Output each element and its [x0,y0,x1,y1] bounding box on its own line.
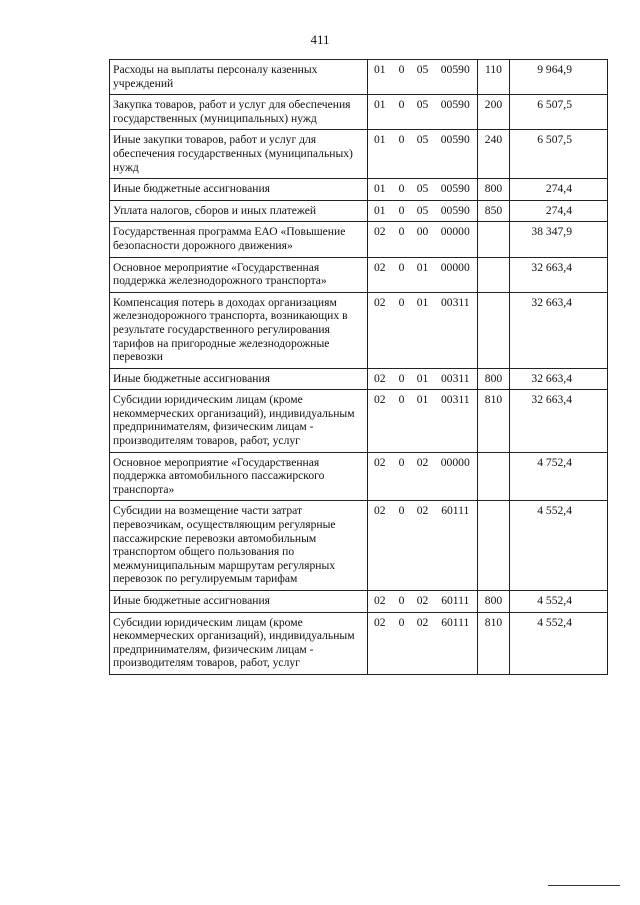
program-code-cell: 02 [368,368,392,390]
table-row [110,501,608,591]
row-name-cell: Закупка товаров, работ и услуг для обеспечения государственных (муниципальных) нужд [110,95,368,130]
page-number: 411 [310,32,330,47]
amount-cell: 6 507,5 [510,95,608,130]
table-row [110,130,608,179]
direction-code-cell: 00311 [434,368,478,390]
row-name-cell: Иные закупки товаров, работ и услуг для обеспечения государственных (муниципальных) нужд [110,130,368,179]
row-name-cell: Субсидии юридическим лицам (кроме некоммерческих организаций), индивидуальным предпринимателям, физическим лицам - производителям товаров, работ, услуг [110,390,368,452]
direction-code-cell: 00311 [434,390,478,452]
table-row [110,222,608,257]
subprogram-code-cell: 0 [392,95,412,130]
footer-rule [548,885,620,886]
activity-code-cell: 02 [412,452,434,501]
program-code-cell: 02 [368,292,392,368]
amount-cell: 274,4 [510,179,608,201]
row-name-cell: Иные бюджетные ассигнования [110,591,368,613]
activity-code-cell: 01 [412,292,434,368]
subprogram-code-cell: 0 [392,591,412,613]
row-name-cell: Субсидии на возмещение части затрат перевозчикам, осуществляющим регулярные пассажирские перевозки автомобильным транспортом общего пользования по межмуниципальным маршрутам регулярных перевозок по регулируемым тарифам [110,501,368,591]
direction-code-cell: 00590 [434,60,478,95]
amount-cell: 274,4 [510,200,608,222]
program-code-cell: 01 [368,60,392,95]
activity-code-cell: 02 [412,501,434,591]
table-row [110,200,608,222]
subprogram-code-cell: 0 [392,130,412,179]
row-name-cell: Основное мероприятие «Государственная поддержка автомобильного пассажирского транспорта» [110,452,368,501]
table-row [110,95,608,130]
activity-code-cell: 05 [412,130,434,179]
expense-type-cell [478,222,510,257]
table-row [110,257,608,292]
subprogram-code-cell: 0 [392,612,412,674]
direction-code-cell: 00000 [434,452,478,501]
activity-code-cell: 02 [412,591,434,613]
expense-type-cell: 200 [478,95,510,130]
table-row [110,591,608,613]
expense-type-cell: 240 [478,130,510,179]
direction-code-cell: 00000 [434,222,478,257]
expense-type-cell [478,257,510,292]
subprogram-code-cell: 0 [392,200,412,222]
amount-cell: 4 752,4 [510,452,608,501]
table-row [110,390,608,452]
table-row [110,292,608,368]
expense-type-cell: 810 [478,612,510,674]
program-code-cell: 01 [368,130,392,179]
program-code-cell: 02 [368,612,392,674]
row-name-cell: Расходы на выплаты персоналу казенных учреждений [110,60,368,95]
direction-code-cell: 60111 [434,501,478,591]
expense-type-cell: 800 [478,591,510,613]
amount-cell: 4 552,4 [510,612,608,674]
amount-cell: 32 663,4 [510,390,608,452]
program-code-cell: 02 [368,222,392,257]
table-row [110,612,608,674]
row-name-cell: Иные бюджетные ассигнования [110,368,368,390]
row-name-cell: Иные бюджетные ассигнования [110,179,368,201]
activity-code-cell: 02 [412,612,434,674]
activity-code-cell: 05 [412,179,434,201]
subprogram-code-cell: 0 [392,222,412,257]
subprogram-code-cell: 0 [392,179,412,201]
amount-cell: 32 663,4 [510,292,608,368]
row-name-cell: Субсидии юридическим лицам (кроме некоммерческих организаций), индивидуальным предпринимателям, физическим лицам - производителям товаров, работ, услуг [110,612,368,674]
direction-code-cell: 00590 [434,200,478,222]
expense-type-cell [478,452,510,501]
budget-table [109,59,608,675]
expense-type-cell: 850 [478,200,510,222]
subprogram-code-cell: 0 [392,292,412,368]
table-row [110,452,608,501]
program-code-cell: 02 [368,591,392,613]
expense-type-cell: 800 [478,368,510,390]
program-code-cell: 02 [368,452,392,501]
subprogram-code-cell: 0 [392,452,412,501]
subprogram-code-cell: 0 [392,390,412,452]
expense-type-cell [478,501,510,591]
table-row [110,368,608,390]
activity-code-cell: 05 [412,60,434,95]
amount-cell: 32 663,4 [510,368,608,390]
row-name-cell: Государственная программа ЕАО «Повышение безопасности дорожного движения» [110,222,368,257]
expense-type-cell: 110 [478,60,510,95]
direction-code-cell: 00000 [434,257,478,292]
amount-cell: 9 964,9 [510,60,608,95]
amount-cell: 6 507,5 [510,130,608,179]
activity-code-cell: 01 [412,257,434,292]
row-name-cell: Компенсация потерь в доходах организациям железнодорожного транспорта, возникающих в результате государственного регулирования тарифов на пригородные железнодорожные перевозки [110,292,368,368]
expense-type-cell [478,292,510,368]
direction-code-cell: 00311 [434,292,478,368]
program-code-cell: 02 [368,257,392,292]
amount-cell: 4 552,4 [510,501,608,591]
amount-cell: 38 347,9 [510,222,608,257]
budget-table-body [110,60,608,675]
direction-code-cell: 00590 [434,95,478,130]
subprogram-code-cell: 0 [392,501,412,591]
table-row [110,60,608,95]
row-name-cell: Уплата налогов, сборов и иных платежей [110,200,368,222]
activity-code-cell: 00 [412,222,434,257]
row-name-cell: Основное мероприятие «Государственная поддержка железнодорожного транспорта» [110,257,368,292]
amount-cell: 4 552,4 [510,591,608,613]
subprogram-code-cell: 0 [392,257,412,292]
program-code-cell: 01 [368,179,392,201]
subprogram-code-cell: 0 [392,60,412,95]
direction-code-cell: 00590 [434,179,478,201]
activity-code-cell: 01 [412,390,434,452]
expense-type-cell: 800 [478,179,510,201]
amount-cell: 32 663,4 [510,257,608,292]
direction-code-cell: 00590 [434,130,478,179]
expense-type-cell: 810 [478,390,510,452]
program-code-cell: 02 [368,390,392,452]
activity-code-cell: 01 [412,368,434,390]
program-code-cell: 01 [368,200,392,222]
direction-code-cell: 60111 [434,591,478,613]
program-code-cell: 02 [368,501,392,591]
activity-code-cell: 05 [412,200,434,222]
table-row [110,179,608,201]
activity-code-cell: 05 [412,95,434,130]
subprogram-code-cell: 0 [392,368,412,390]
program-code-cell: 01 [368,95,392,130]
direction-code-cell: 60111 [434,612,478,674]
